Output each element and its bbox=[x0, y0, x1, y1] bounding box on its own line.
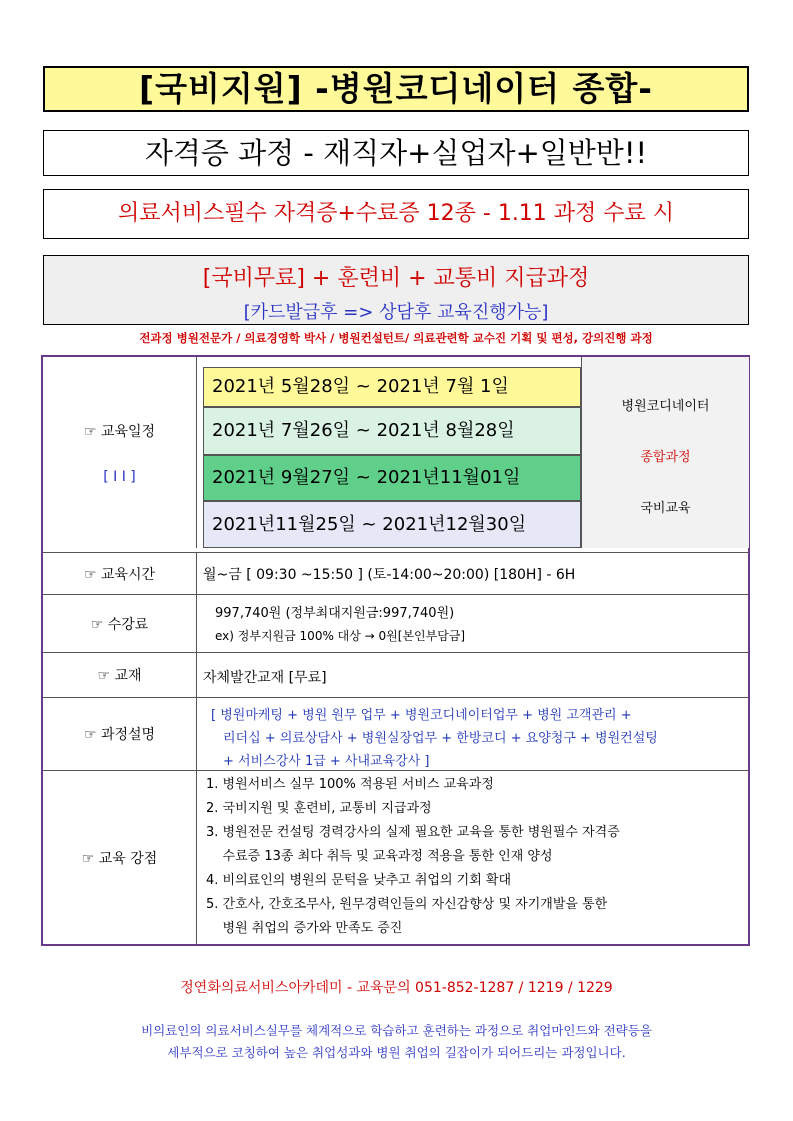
description-line3: + 서비스강사 1급 + 사내교육강사 ] bbox=[223, 754, 430, 769]
contact-line: 정연화의료서비스아카데미 - 교육문의 051-852-1287 / 1219 / 1229 bbox=[180, 980, 613, 996]
course-type-line1: 병원코디네이터 bbox=[621, 399, 710, 414]
course-summary bbox=[0, 1020, 793, 1064]
schedule-date-2: 2021년 7월26일 ~ 2021년 8월28일 bbox=[203, 407, 581, 455]
schedule-label: ☞ 교육일정 bbox=[83, 423, 156, 440]
list-item: 4. 비의료인의 병원의 문턱을 낮추고 취업의 기회 확대 bbox=[206, 873, 512, 888]
faculty-note: 전과정 병원전문가 / 의료경영학 박사 / 병원컨설턴트/ 의료관련학 교수진 기획 및 편성, 강의진행 과정 bbox=[139, 331, 653, 345]
hours-value: 월~금 [ 09:30 ~15:50 ] (토-14:00~20:00) [180H] - 6H bbox=[203, 567, 576, 583]
schedule-date-1: 2021년 5월28일 ~ 2021년 7월 1일 bbox=[203, 367, 581, 407]
summary-line2: 세부적으로 코칭하여 높은 취업성과와 병원 취업의 길잡이가 되어드리는 과정입니다. bbox=[167, 1045, 626, 1060]
fee-line2: ex) 정부지원금 100% 대상 → 0원[본인부담금] bbox=[215, 629, 466, 643]
description-line2: 리더십 + 의료상담사 + 병원실장업무 + 한방코디 + 요양청구 + 병원컨설팅 bbox=[223, 731, 658, 746]
textbook-value: 자체발간교재 [무료] bbox=[203, 670, 327, 686]
textbook-header: ☞ 교재 bbox=[43, 653, 197, 697]
card-issue-line: [카드발급후 => 상담후 교육진행가능] bbox=[243, 302, 549, 323]
schedule-date-4: 2021년11월25일 ~ 2021년12월30일 bbox=[203, 501, 581, 548]
strengths-list bbox=[206, 773, 620, 941]
certificate-banner: 의료서비스필수 자격증+수료증 12종 - 1.11 과정 수료 시 bbox=[43, 189, 749, 239]
page-title: [국비지원] -병원코디네이터 종합- bbox=[43, 66, 749, 112]
description-line1: [ 병원마케팅 + 병원 원무 업무 + 병원코디네이터업무 + 병원 고객관리 + bbox=[211, 708, 632, 723]
course-type-cell bbox=[581, 357, 749, 548]
list-item: 수료증 13종 최다 취득 및 교육과정 적용을 통한 인재 양성 bbox=[206, 849, 553, 864]
list-item: 2. 국비지원 및 훈련비, 교통비 지급과정 bbox=[206, 801, 432, 816]
schedule-header bbox=[43, 357, 197, 548]
hours-header: ☞ 교육시간 bbox=[43, 553, 197, 594]
schedule-sublabel: [ I I ] bbox=[103, 468, 136, 485]
course-type-line2: 종합과정 bbox=[640, 450, 691, 465]
funding-line: [국비무료] + 훈련비 + 교통비 지급과정 bbox=[202, 266, 590, 291]
fee-line1: 997,740원 (정부최대지원금:997,740원) bbox=[215, 606, 455, 621]
course-type-line3: 국비교육 bbox=[640, 501, 691, 516]
list-item: 1. 병원서비스 실무 100% 적용된 서비스 교육과정 bbox=[206, 777, 494, 792]
list-item: 병원 취업의 증가와 만족도 증진 bbox=[206, 921, 403, 936]
funding-banner bbox=[43, 255, 749, 325]
course-subtitle: 자격증 과정 - 재직자+실업자+일반반!! bbox=[43, 130, 749, 176]
summary-line1: 비의료인의 의료서비스실무를 체계적으로 학습하고 훈련하는 과정으로 취업마인드와 전략등을 bbox=[141, 1023, 652, 1038]
fee-header: ☞ 수강료 bbox=[43, 595, 197, 652]
strengths-header: ☞ 교육 강점 bbox=[43, 771, 197, 944]
course-info-table bbox=[41, 355, 750, 946]
description-header: ☞ 과정설명 bbox=[43, 698, 197, 770]
list-item: 5. 간호사, 간호조무사, 원무경력인들의 자신감향상 및 자기개발을 통한 bbox=[206, 897, 608, 912]
list-item: 3. 병원전문 컨설팅 경력강사의 실제 필요한 교육을 통한 병원필수 자격증 bbox=[206, 825, 620, 840]
schedule-date-3: 2021년 9월27일 ~ 2021년11월01일 bbox=[203, 455, 581, 501]
